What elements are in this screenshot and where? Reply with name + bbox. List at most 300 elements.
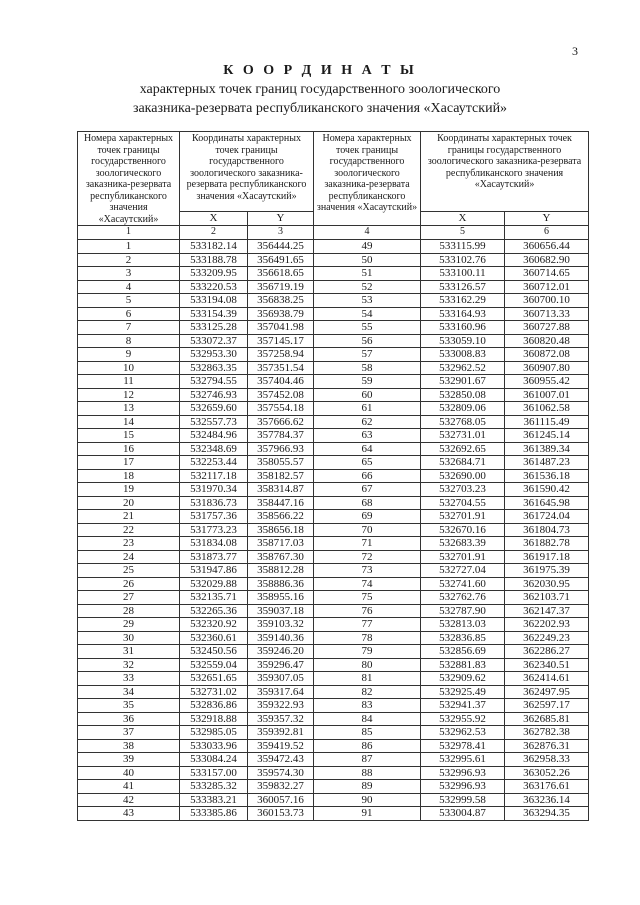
point-number-left: 22	[78, 523, 180, 537]
point-number-left: 2	[78, 253, 180, 267]
x-coordinate-right: 532856.69	[421, 645, 505, 659]
x-coordinate-right: 532741.60	[421, 577, 505, 591]
y-coordinate-left: 358767.30	[248, 550, 314, 564]
x-coordinate-right: 532690.00	[421, 469, 505, 483]
y-coordinate-left: 356618.65	[248, 267, 314, 281]
point-number-right: 60	[314, 388, 421, 402]
y-coordinate-left: 357554.18	[248, 402, 314, 416]
point-number-left: 11	[78, 375, 180, 389]
x-coordinate-right: 532925.49	[421, 685, 505, 699]
table-row	[78, 388, 589, 402]
point-number-left: 8	[78, 334, 180, 348]
x-coordinate-left: 532746.93	[180, 388, 248, 402]
x-coordinate-right: 532692.65	[421, 442, 505, 456]
table-row	[78, 375, 589, 389]
point-number-right: 61	[314, 402, 421, 416]
y-coordinate-left: 359574.30	[248, 766, 314, 780]
table-row	[78, 307, 589, 321]
x-coordinate-right: 532727.04	[421, 564, 505, 578]
point-number-left: 15	[78, 429, 180, 443]
x-coordinate-right: 533004.87	[421, 807, 505, 821]
x-coordinate-right: 532670.16	[421, 523, 505, 537]
table-row	[78, 456, 589, 470]
point-number-left: 9	[78, 348, 180, 362]
point-number-right: 69	[314, 510, 421, 524]
x-coordinate-right: 533164.93	[421, 307, 505, 321]
table-row	[78, 294, 589, 308]
column-number-6: 6	[505, 226, 589, 240]
y-coordinate-left: 358055.57	[248, 456, 314, 470]
header-coordinates-right: Координаты характерных точек границы государственного зоологического заказника-резервата республиканского значения «Хасаутский»	[421, 132, 589, 212]
point-number-left: 37	[78, 726, 180, 740]
x-coordinate-left: 532557.73	[180, 415, 248, 429]
table-row	[78, 618, 589, 632]
point-number-right: 55	[314, 321, 421, 335]
y-coordinate-left: 357145.17	[248, 334, 314, 348]
x-coordinate-left: 531873.77	[180, 550, 248, 564]
y-coordinate-left: 357041.98	[248, 321, 314, 335]
point-number-right: 77	[314, 618, 421, 632]
table-row	[78, 739, 589, 753]
y-coordinate-right: 362147.37	[505, 604, 589, 618]
table-row	[78, 793, 589, 807]
table-row	[78, 321, 589, 335]
x-coordinate-right: 532955.92	[421, 712, 505, 726]
y-coordinate-right: 361724.04	[505, 510, 589, 524]
point-number-right: 79	[314, 645, 421, 659]
y-coordinate-left: 360153.73	[248, 807, 314, 821]
y-coordinate-right: 361590.42	[505, 483, 589, 497]
point-number-right: 87	[314, 753, 421, 767]
x-coordinate-right: 532999.58	[421, 793, 505, 807]
table-row	[78, 672, 589, 686]
y-coordinate-right: 361389.34	[505, 442, 589, 456]
table-row	[78, 510, 589, 524]
x-coordinate-left: 532029.88	[180, 577, 248, 591]
y-coordinate-right: 361975.39	[505, 564, 589, 578]
y-coordinate-left: 357666.62	[248, 415, 314, 429]
x-coordinate-right: 532836.85	[421, 631, 505, 645]
point-number-right: 57	[314, 348, 421, 362]
x-coordinate-left: 533154.39	[180, 307, 248, 321]
y-coordinate-left: 357784.37	[248, 429, 314, 443]
point-number-right: 53	[314, 294, 421, 308]
point-number-right: 51	[314, 267, 421, 281]
point-number-left: 12	[78, 388, 180, 402]
point-number-left: 7	[78, 321, 180, 335]
table-row	[78, 807, 589, 821]
x-coordinate-left: 531947.86	[180, 564, 248, 578]
table-row	[78, 402, 589, 416]
y-coordinate-left: 359832.27	[248, 780, 314, 794]
y-coordinate-left: 359357.32	[248, 712, 314, 726]
point-number-left: 42	[78, 793, 180, 807]
x-coordinate-left: 533157.00	[180, 766, 248, 780]
x-coordinate-right: 532701.91	[421, 550, 505, 564]
column-number-4: 4	[314, 226, 421, 240]
point-number-right: 89	[314, 780, 421, 794]
point-number-right: 65	[314, 456, 421, 470]
x-coordinate-right: 532813.03	[421, 618, 505, 632]
y-coordinate-right: 362103.71	[505, 591, 589, 605]
point-number-left: 27	[78, 591, 180, 605]
y-coordinate-left: 358886.36	[248, 577, 314, 591]
x-coordinate-left: 532731.02	[180, 685, 248, 699]
point-number-left: 38	[78, 739, 180, 753]
x-coordinate-left: 532265.36	[180, 604, 248, 618]
table-row	[78, 753, 589, 767]
y-coordinate-right: 361917.18	[505, 550, 589, 564]
x-coordinate-left: 532559.04	[180, 658, 248, 672]
x-coordinate-left: 533188.78	[180, 253, 248, 267]
point-number-left: 21	[78, 510, 180, 524]
y-coordinate-right: 360656.44	[505, 240, 589, 254]
y-coordinate-left: 357452.08	[248, 388, 314, 402]
x-coordinate-left: 532794.55	[180, 375, 248, 389]
point-number-right: 56	[314, 334, 421, 348]
x-coordinate-right: 532731.01	[421, 429, 505, 443]
y-coordinate-right: 361115.49	[505, 415, 589, 429]
table-row	[78, 348, 589, 362]
x-coordinate-left: 532253.44	[180, 456, 248, 470]
column-number-3: 3	[248, 226, 314, 240]
header-x-left: X	[180, 212, 248, 226]
y-coordinate-right: 360727.88	[505, 321, 589, 335]
table-row	[78, 496, 589, 510]
y-coordinate-left: 359140.36	[248, 631, 314, 645]
column-number-1: 1	[78, 226, 180, 240]
y-coordinate-right: 360872.08	[505, 348, 589, 362]
point-number-left: 13	[78, 402, 180, 416]
x-coordinate-right: 532996.93	[421, 766, 505, 780]
point-number-left: 10	[78, 361, 180, 375]
point-number-right: 68	[314, 496, 421, 510]
x-coordinate-right: 532684.71	[421, 456, 505, 470]
x-coordinate-right: 533160.96	[421, 321, 505, 335]
point-number-left: 17	[78, 456, 180, 470]
y-coordinate-left: 358717.03	[248, 537, 314, 551]
y-coordinate-right: 362202.93	[505, 618, 589, 632]
y-coordinate-left: 356491.65	[248, 253, 314, 267]
table-row	[78, 658, 589, 672]
table-row	[78, 415, 589, 429]
point-number-right: 88	[314, 766, 421, 780]
column-number-2: 2	[180, 226, 248, 240]
document-subtitle-line2: заказника-резервата республиканского значения «Хасаутский»	[132, 101, 508, 116]
point-number-left: 14	[78, 415, 180, 429]
point-number-left: 31	[78, 645, 180, 659]
y-coordinate-right: 360955.42	[505, 375, 589, 389]
page-number: 3	[572, 44, 578, 58]
point-number-left: 6	[78, 307, 180, 321]
table-row	[78, 469, 589, 483]
y-coordinate-right: 362414.61	[505, 672, 589, 686]
x-coordinate-right: 532996.93	[421, 780, 505, 794]
table-row	[78, 577, 589, 591]
point-number-left: 20	[78, 496, 180, 510]
y-coordinate-left: 359472.43	[248, 753, 314, 767]
point-number-left: 29	[78, 618, 180, 632]
point-number-right: 91	[314, 807, 421, 821]
point-number-left: 43	[78, 807, 180, 821]
x-coordinate-left: 533385.86	[180, 807, 248, 821]
x-coordinate-left: 533285.32	[180, 780, 248, 794]
y-coordinate-left: 357351.54	[248, 361, 314, 375]
y-coordinate-right: 361882.78	[505, 537, 589, 551]
y-coordinate-left: 359037.18	[248, 604, 314, 618]
table-row	[78, 685, 589, 699]
y-coordinate-right: 363236.14	[505, 793, 589, 807]
y-coordinate-right: 360713.33	[505, 307, 589, 321]
point-number-right: 90	[314, 793, 421, 807]
x-coordinate-right: 533115.99	[421, 240, 505, 254]
point-number-right: 73	[314, 564, 421, 578]
point-number-right: 75	[314, 591, 421, 605]
x-coordinate-left: 533194.08	[180, 294, 248, 308]
point-number-left: 41	[78, 780, 180, 794]
point-number-left: 32	[78, 658, 180, 672]
x-coordinate-left: 533033.96	[180, 739, 248, 753]
x-coordinate-right: 532850.08	[421, 388, 505, 402]
x-coordinate-right: 532881.83	[421, 658, 505, 672]
table-row	[78, 591, 589, 605]
point-number-right: 83	[314, 699, 421, 713]
table-row	[78, 550, 589, 564]
y-coordinate-right: 362340.51	[505, 658, 589, 672]
y-coordinate-right: 361645.98	[505, 496, 589, 510]
x-coordinate-left: 533383.21	[180, 793, 248, 807]
y-coordinate-left: 360057.16	[248, 793, 314, 807]
x-coordinate-right: 532701.91	[421, 510, 505, 524]
y-coordinate-right: 362030.95	[505, 577, 589, 591]
table-row	[78, 267, 589, 281]
y-coordinate-left: 357966.93	[248, 442, 314, 456]
y-coordinate-left: 359392.81	[248, 726, 314, 740]
x-coordinate-right: 533162.29	[421, 294, 505, 308]
y-coordinate-right: 362286.27	[505, 645, 589, 659]
table-row	[78, 253, 589, 267]
document-title: К О О Р Д И Н А Т Ы	[223, 63, 417, 78]
y-coordinate-right: 362876.31	[505, 739, 589, 753]
x-coordinate-right: 532768.05	[421, 415, 505, 429]
x-coordinate-left: 533220.53	[180, 280, 248, 294]
x-coordinate-left: 533209.95	[180, 267, 248, 281]
x-coordinate-right: 532704.55	[421, 496, 505, 510]
point-number-left: 5	[78, 294, 180, 308]
point-number-left: 23	[78, 537, 180, 551]
point-number-right: 71	[314, 537, 421, 551]
point-number-right: 62	[314, 415, 421, 429]
table-row	[78, 766, 589, 780]
y-coordinate-right: 362249.23	[505, 631, 589, 645]
point-number-left: 16	[78, 442, 180, 456]
y-coordinate-right: 363176.61	[505, 780, 589, 794]
point-number-left: 3	[78, 267, 180, 281]
table-row	[78, 429, 589, 443]
point-number-left: 36	[78, 712, 180, 726]
point-number-left: 24	[78, 550, 180, 564]
x-coordinate-left: 532117.18	[180, 469, 248, 483]
table-row	[78, 604, 589, 618]
table-row	[78, 523, 589, 537]
y-coordinate-right: 362497.95	[505, 685, 589, 699]
x-coordinate-right: 532703.23	[421, 483, 505, 497]
y-coordinate-right: 360682.90	[505, 253, 589, 267]
point-number-right: 52	[314, 280, 421, 294]
point-number-left: 26	[78, 577, 180, 591]
header-point-numbers-right: Номера характерных точек границы государственного зоологического заказника-резервата республиканского значения «Хасаутский»	[314, 132, 421, 226]
x-coordinate-left: 531757.36	[180, 510, 248, 524]
header-x-right: X	[421, 212, 505, 226]
table-row	[78, 564, 589, 578]
y-coordinate-left: 358447.16	[248, 496, 314, 510]
point-number-left: 40	[78, 766, 180, 780]
point-number-left: 34	[78, 685, 180, 699]
point-number-left: 35	[78, 699, 180, 713]
table-row	[78, 483, 589, 497]
y-coordinate-left: 356719.19	[248, 280, 314, 294]
header-coordinates-left: Координаты характерных точек границы государственного зоологического заказника-резервата республиканского значения «Хасаутский»	[180, 132, 314, 212]
y-coordinate-left: 359322.93	[248, 699, 314, 713]
x-coordinate-right: 532901.67	[421, 375, 505, 389]
y-coordinate-left: 356444.25	[248, 240, 314, 254]
point-number-right: 76	[314, 604, 421, 618]
x-coordinate-left: 532135.71	[180, 591, 248, 605]
point-number-left: 19	[78, 483, 180, 497]
point-number-right: 64	[314, 442, 421, 456]
table-row	[78, 240, 589, 254]
table-row	[78, 780, 589, 794]
y-coordinate-right: 361804.73	[505, 523, 589, 537]
y-coordinate-right: 362597.17	[505, 699, 589, 713]
x-coordinate-right: 533059.10	[421, 334, 505, 348]
point-number-right: 81	[314, 672, 421, 686]
x-coordinate-right: 532962.52	[421, 361, 505, 375]
y-coordinate-right: 362782.38	[505, 726, 589, 740]
y-coordinate-right: 361536.18	[505, 469, 589, 483]
x-coordinate-left: 532360.61	[180, 631, 248, 645]
point-number-left: 33	[78, 672, 180, 686]
y-coordinate-left: 358182.57	[248, 469, 314, 483]
table-row	[78, 334, 589, 348]
x-coordinate-left: 532863.35	[180, 361, 248, 375]
y-coordinate-right: 363294.35	[505, 807, 589, 821]
y-coordinate-right: 362958.33	[505, 753, 589, 767]
x-coordinate-right: 533102.76	[421, 253, 505, 267]
point-number-right: 74	[314, 577, 421, 591]
y-coordinate-left: 358812.28	[248, 564, 314, 578]
point-number-right: 66	[314, 469, 421, 483]
y-coordinate-right: 361007.01	[505, 388, 589, 402]
y-coordinate-left: 356938.79	[248, 307, 314, 321]
x-coordinate-left: 532659.60	[180, 402, 248, 416]
x-coordinate-right: 532909.62	[421, 672, 505, 686]
x-coordinate-right: 532978.41	[421, 739, 505, 753]
point-number-right: 58	[314, 361, 421, 375]
point-number-right: 78	[314, 631, 421, 645]
point-number-right: 67	[314, 483, 421, 497]
x-coordinate-left: 533182.14	[180, 240, 248, 254]
x-coordinate-right: 533126.57	[421, 280, 505, 294]
y-coordinate-left: 359317.64	[248, 685, 314, 699]
point-number-left: 30	[78, 631, 180, 645]
header-point-numbers-left: Номера характерных точек границы государственного зоологического заказника-резервата республиканского значения «Хасаутский»	[78, 132, 180, 226]
table-row	[78, 537, 589, 551]
table-row	[78, 631, 589, 645]
x-coordinate-left: 532320.92	[180, 618, 248, 632]
document-subtitle-line1: характерных точек границ государственного зоологического	[139, 82, 501, 97]
y-coordinate-right: 362685.81	[505, 712, 589, 726]
x-coordinate-left: 532348.69	[180, 442, 248, 456]
y-coordinate-left: 359419.52	[248, 739, 314, 753]
x-coordinate-right: 532787.90	[421, 604, 505, 618]
x-coordinate-left: 532918.88	[180, 712, 248, 726]
y-coordinate-left: 358955.16	[248, 591, 314, 605]
header-y-left: Y	[248, 212, 314, 226]
x-coordinate-right: 532962.53	[421, 726, 505, 740]
point-number-right: 49	[314, 240, 421, 254]
coordinates-table	[77, 131, 589, 821]
y-coordinate-left: 359103.32	[248, 618, 314, 632]
point-number-right: 59	[314, 375, 421, 389]
table-row	[78, 699, 589, 713]
y-coordinate-right: 361062.58	[505, 402, 589, 416]
y-coordinate-left: 358566.22	[248, 510, 314, 524]
x-coordinate-right: 532995.61	[421, 753, 505, 767]
x-coordinate-left: 533125.28	[180, 321, 248, 335]
x-coordinate-left: 532953.30	[180, 348, 248, 362]
x-coordinate-right: 533008.83	[421, 348, 505, 362]
y-coordinate-left: 356838.25	[248, 294, 314, 308]
point-number-right: 72	[314, 550, 421, 564]
x-coordinate-left: 533084.24	[180, 753, 248, 767]
y-coordinate-right: 360820.48	[505, 334, 589, 348]
point-number-right: 50	[314, 253, 421, 267]
y-coordinate-left: 358656.18	[248, 523, 314, 537]
point-number-right: 85	[314, 726, 421, 740]
point-number-left: 25	[78, 564, 180, 578]
x-coordinate-left: 532450.56	[180, 645, 248, 659]
point-number-left: 4	[78, 280, 180, 294]
x-coordinate-right: 532762.76	[421, 591, 505, 605]
table-row	[78, 645, 589, 659]
x-coordinate-left: 532836.86	[180, 699, 248, 713]
x-coordinate-left: 531836.73	[180, 496, 248, 510]
y-coordinate-right: 361245.14	[505, 429, 589, 443]
y-coordinate-right: 360907.80	[505, 361, 589, 375]
table-row	[78, 361, 589, 375]
point-number-left: 39	[78, 753, 180, 767]
x-coordinate-left: 533072.37	[180, 334, 248, 348]
point-number-right: 82	[314, 685, 421, 699]
point-number-left: 18	[78, 469, 180, 483]
x-coordinate-right: 533100.11	[421, 267, 505, 281]
y-coordinate-left: 357258.94	[248, 348, 314, 362]
y-coordinate-right: 361487.23	[505, 456, 589, 470]
y-coordinate-left: 359307.05	[248, 672, 314, 686]
point-number-right: 84	[314, 712, 421, 726]
point-number-left: 1	[78, 240, 180, 254]
table-row	[78, 280, 589, 294]
x-coordinate-left: 531970.34	[180, 483, 248, 497]
x-coordinate-right: 532683.39	[421, 537, 505, 551]
x-coordinate-right: 532809.06	[421, 402, 505, 416]
point-number-right: 80	[314, 658, 421, 672]
point-number-right: 86	[314, 739, 421, 753]
y-coordinate-left: 359246.20	[248, 645, 314, 659]
point-number-right: 70	[314, 523, 421, 537]
point-number-left: 28	[78, 604, 180, 618]
